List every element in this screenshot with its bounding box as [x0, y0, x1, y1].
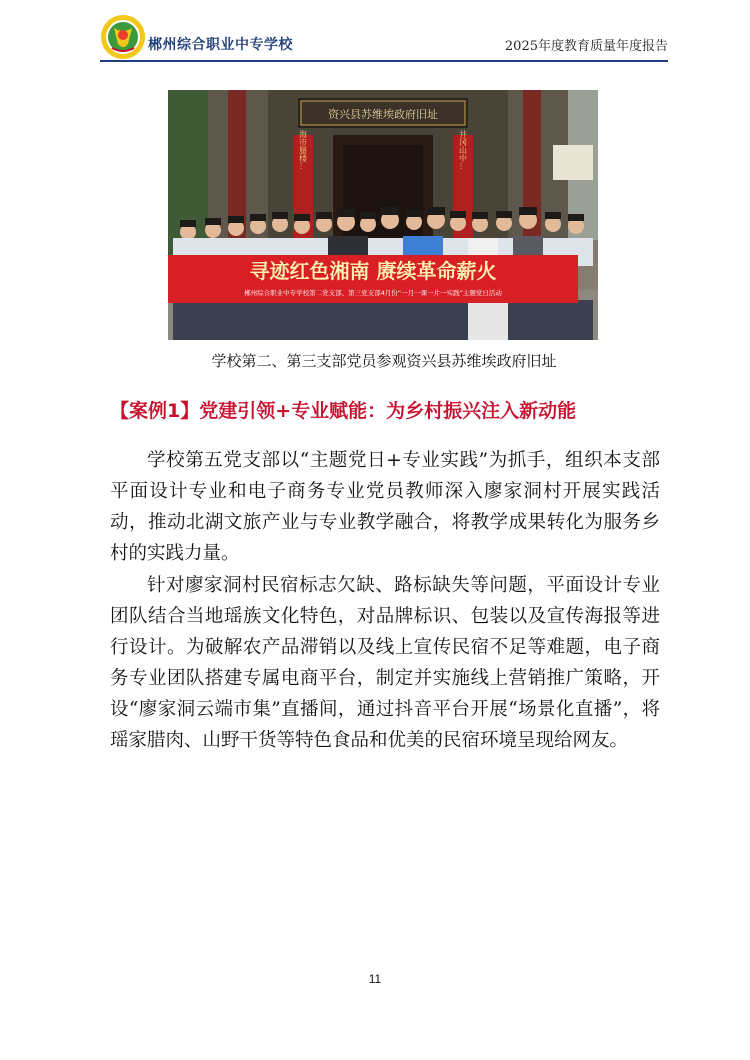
page-header [100, 14, 668, 62]
couplet-left: 海市蜃楼… [298, 130, 308, 170]
plaque-text: 资兴县苏维埃政府旧址 [328, 108, 438, 121]
couplet-right: 井冈山中… [458, 130, 468, 170]
paragraph-1 [110, 445, 660, 569]
banner-sub-text: 郴州综合职业中专学校第二党支部、第三党支部4月份“一月一课一片一实践”主题党日活动 [244, 289, 502, 297]
school-logo [100, 14, 146, 60]
group-photo-illustration [168, 90, 598, 340]
paragraph-2 [110, 570, 660, 756]
banner [168, 255, 578, 303]
banner-main-text: 寻迹红色湘南 赓续革命薪火 [249, 259, 497, 283]
paragraph-text: 针对廖家洞村民宿标志欠缺、路标缺失等问题，平面设计专业团队结合当地瑶族文化特色，对品牌标识、包装以及宣传海报等进行设计。为破解农产品滞销以及线上宣传民宿不足等难题，电子商务专业团队搭建专属电商平台，制定并实施线上营销推广策略，开设“廖家洞云端市集”直播间，通过抖音平台开展“场景化直播”，将瑶家腊肉、山野干货等特色食品和优美的民宿环境呈现给网友。 [110, 575, 660, 751]
school-name: 郴州综合职业中专学校 [148, 37, 293, 53]
paragraph-text: 学校第五党支部以“主题党日+专业实践”为抓手，组织本支部平面设计专业和电子商务专业党员教师深入廖家洞村开展实践活动，推动北湖文旅产业与专业教学融合，将教学成果转化为服务乡村的实践力量。 [110, 450, 660, 564]
report-title: 2025年度教育质量年度报告 [504, 39, 668, 54]
group-photo [168, 90, 598, 340]
photo-caption: 学校第二、第三支部党员参观资兴县苏维埃政府旧址 [211, 352, 557, 370]
page-number: 11 [368, 972, 382, 986]
case-heading: 【案例1】党建引领+专业赋能：为乡村振兴注入新动能 [110, 400, 577, 422]
header-divider [100, 60, 668, 62]
